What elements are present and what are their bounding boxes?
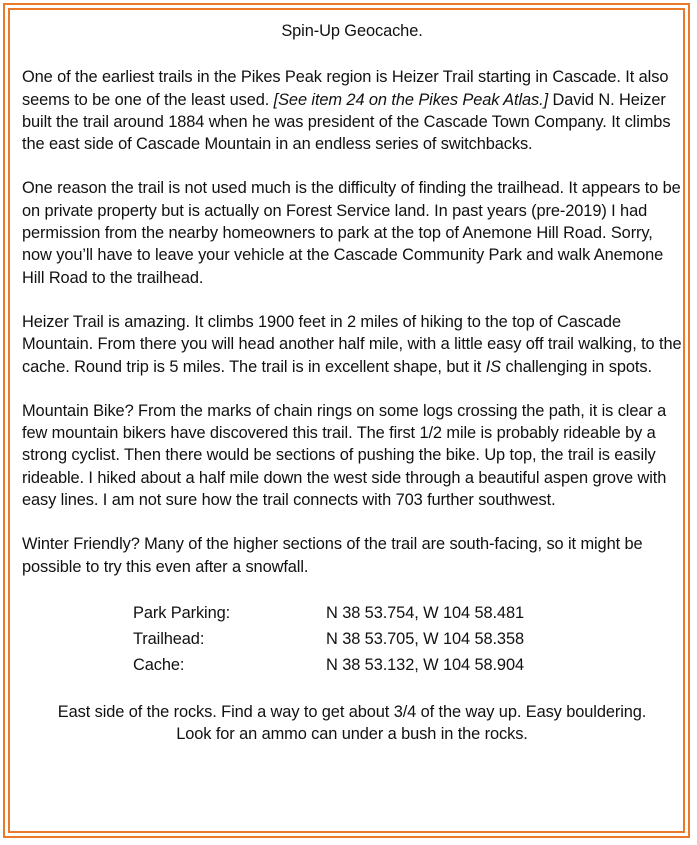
- coordinate-value: N 38 53.754, W 104 58.481: [326, 603, 524, 622]
- paragraph-trailhead: One reason the trail is not used much is the difficulty of finding the trailhead. It appears to be on private property but is actually on Forest Service land. In past years (pre-2019) I had permission from the nearby homeowners to park at the top of Anemone Hill Road. Sorry, now you’ll have to leave your vehicle at the Cascade Community Park and walk Anemone Hill Road to the trailhead.: [22, 179, 681, 287]
- cache-hint-line-1: East side of the rocks. Find a way to get about 3/4 of the way up. Easy bouldering.: [57, 702, 647, 721]
- paragraph-mountain-bike: Mountain Bike? From the marks of chain rings on some logs crossing the path, it is clear a few mountain bikers have discovered this trail. The first 1/2 mile is probably rideable by a strong cyclist. Then there would be sections of pushing the bike. Up top, the trail is easily rideable. I hiked about a half mile down the west side through a beautiful aspen grove with easy lines. I am not sure how the trail connects with 703 further southwest.: [22, 401, 667, 510]
- coordinate-label: Cache:: [133, 655, 185, 674]
- atlas-reference: [See item 24 on the Pikes Peak Atlas.]: [273, 90, 549, 109]
- cache-hint: [22, 701, 682, 746]
- paragraph-trail-text-a: Heizer Trail is amazing. It climbs 1900 feet in 2 miles of hiking to the top of Cascade Mountain. From there you will head another half mile, with a little easy off trail walking, to the cache. Round trip is 5 miles. The trail is in excellent shape, but it: [22, 312, 682, 376]
- coordinate-label: Park Parking:: [133, 603, 231, 622]
- paragraph-history: [22, 66, 682, 155]
- coordinates-list: [133, 600, 682, 678]
- document-title: Spin-Up Geocache.: [281, 22, 423, 40]
- cache-hint-line-2: Look for an ammo can under a bush in the rocks.: [176, 725, 528, 744]
- coordinate-row-trailhead: [133, 626, 682, 652]
- document-body: [22, 20, 682, 746]
- paragraph-trail: [22, 311, 682, 378]
- paragraph-history-text-a: One of the earliest trails in the Pikes Peak region is Heizer Trail starting in Cascade. It also seems to be one of the least used.: [22, 68, 669, 109]
- paragraph-history-text-b: David N. Heizer built the trail around 1884 when he was president of the Cascade Town Company. It climbs the east side of Cascade Mountain in an endless series of switchbacks.: [22, 90, 671, 154]
- coordinate-label: Trailhead:: [133, 629, 205, 648]
- emphasis-is: IS: [485, 357, 502, 376]
- coordinate-value: N 38 53.705, W 104 58.358: [326, 629, 524, 648]
- coordinate-row-cache: [133, 652, 682, 678]
- coordinate-value: N 38 53.132, W 104 58.904: [326, 655, 524, 674]
- coordinate-row-park: [133, 600, 682, 626]
- paragraph-winter: Winter Friendly? Many of the higher sections of the trail are south-facing, so it might be possible to try this even after a snowfall.: [22, 535, 643, 576]
- paragraph-trail-text-b: challenging in spots.: [501, 357, 652, 376]
